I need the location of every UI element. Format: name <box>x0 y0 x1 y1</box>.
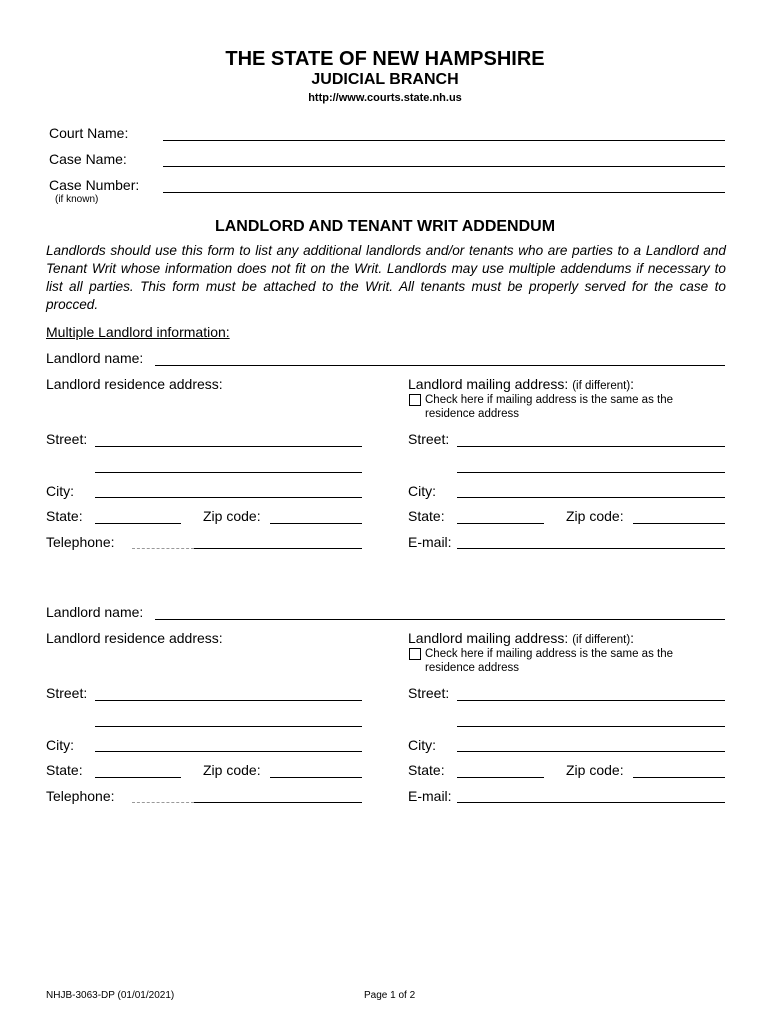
mail-zip-field[interactable] <box>633 761 725 777</box>
case-number-note: (if known) <box>55 194 99 205</box>
mail-state-label: State: <box>408 508 445 524</box>
same-address-label: Check here if mailing address is the same as the residence address <box>425 394 674 420</box>
res-street-field[interactable] <box>95 430 362 446</box>
mail-state-field[interactable] <box>457 507 544 523</box>
mail-state-line <box>457 523 544 524</box>
res-state-line <box>95 777 181 778</box>
landlord-name-field[interactable] <box>155 603 725 619</box>
same-address-checkbox[interactable] <box>409 394 421 406</box>
res-street2-line <box>95 472 362 473</box>
mail-state-line <box>457 777 544 778</box>
form-id: NHJB-3063-DP (01/01/2021) <box>46 990 175 1001</box>
mail-state-label: State: <box>408 762 445 778</box>
case-number-line <box>163 192 725 193</box>
mail-street2-line <box>457 472 725 473</box>
res-city-line <box>95 497 362 498</box>
mail-street-label: Street: <box>408 685 450 701</box>
email-line <box>457 802 725 803</box>
case-number-label: Case Number: <box>49 177 140 193</box>
mailing-address-label <box>408 630 634 646</box>
residence-address-label: Landlord residence address: <box>46 376 223 392</box>
mailing-colon: : <box>630 376 635 392</box>
court-website-link[interactable]: http://www.courts.state.nh.us <box>308 92 462 104</box>
mail-city-label: City: <box>408 483 436 499</box>
court-name-line <box>163 140 725 141</box>
page-number: Page 1 of 2 <box>364 990 416 1001</box>
telephone-field[interactable] <box>132 786 362 802</box>
mailing-colon: : <box>630 630 635 646</box>
case-name-field[interactable] <box>163 150 725 166</box>
mail-zip-line <box>633 523 725 524</box>
res-street-field[interactable] <box>95 684 362 700</box>
court-name-field[interactable] <box>163 124 725 140</box>
mail-street2-line <box>457 726 725 727</box>
res-zip-label: Zip code: <box>203 508 261 524</box>
res-street-line <box>95 700 362 701</box>
res-street2-field[interactable] <box>95 710 362 726</box>
telephone-line <box>194 802 362 803</box>
res-zip-field[interactable] <box>270 761 362 777</box>
state-title: THE STATE OF NEW HAMPSHIRE <box>225 48 545 70</box>
case-name-label: Case Name: <box>49 151 127 167</box>
mail-street2-field[interactable] <box>457 710 725 726</box>
res-city-label: City: <box>46 483 74 499</box>
mail-state-field[interactable] <box>457 761 544 777</box>
telephone-label: Telephone: <box>46 534 115 550</box>
telephone-dash <box>132 802 194 803</box>
court-name-label: Court Name: <box>49 125 129 141</box>
if-different-note: (if different) <box>572 634 631 646</box>
res-street2-line <box>95 726 362 727</box>
mailing-address-label <box>408 376 634 392</box>
same-address-label: Check here if mailing address is the same as the residence address <box>425 648 674 674</box>
landlord-name-line <box>155 619 725 620</box>
res-city-line <box>95 751 362 752</box>
telephone-field[interactable] <box>132 532 362 548</box>
mail-street2-field[interactable] <box>457 456 725 472</box>
telephone-label: Telephone: <box>46 788 115 804</box>
res-state-label: State: <box>46 762 83 778</box>
mail-street-label: Street: <box>408 431 450 447</box>
branch-subtitle: JUDICIAL BRANCH <box>311 71 459 88</box>
case-number-field[interactable] <box>163 176 725 192</box>
res-street-label: Street: <box>46 685 88 701</box>
landlord-name-label: Landlord name: <box>46 350 144 366</box>
email-label: E-mail: <box>408 788 452 804</box>
res-street2-field[interactable] <box>95 456 362 472</box>
mailing-address-text: Landlord mailing address: <box>408 630 569 646</box>
mail-city-field[interactable] <box>457 481 725 497</box>
mail-city-field[interactable] <box>457 735 725 751</box>
mail-street-line <box>457 446 725 447</box>
res-zip-line <box>270 777 362 778</box>
res-city-field[interactable] <box>95 481 362 497</box>
mail-city-label: City: <box>408 737 436 753</box>
res-zip-line <box>270 523 362 524</box>
email-field[interactable] <box>457 786 725 802</box>
telephone-line <box>194 548 362 549</box>
form-instructions: Landlords should use this form to list any additional landlords and/or tenants who are parties to a Landlord and Tenant Writ whose information does not fit on the Writ. Landlords may use multiple addendums if necessary to list all parties. This form must be attached to the Writ. All tenants must be properly served for the case to procced. <box>46 243 726 312</box>
email-field[interactable] <box>457 532 725 548</box>
mail-street-field[interactable] <box>457 684 725 700</box>
mail-street-field[interactable] <box>457 430 725 446</box>
res-state-field[interactable] <box>95 507 181 523</box>
mail-zip-field[interactable] <box>633 507 725 523</box>
email-label: E-mail: <box>408 534 452 550</box>
mail-city-line <box>457 497 725 498</box>
mail-zip-line <box>633 777 725 778</box>
res-city-field[interactable] <box>95 735 362 751</box>
mail-zip-label: Zip code: <box>566 508 624 524</box>
res-street-line <box>95 446 362 447</box>
telephone-dash <box>132 548 194 549</box>
residence-address-label: Landlord residence address: <box>46 630 223 646</box>
mail-city-line <box>457 751 725 752</box>
landlord-name-line <box>155 365 725 366</box>
landlord-name-field[interactable] <box>155 349 725 365</box>
res-zip-field[interactable] <box>270 507 362 523</box>
res-state-label: State: <box>46 508 83 524</box>
res-state-field[interactable] <box>95 761 181 777</box>
section-heading: Multiple Landlord information: <box>46 324 230 340</box>
res-street-label: Street: <box>46 431 88 447</box>
mail-zip-label: Zip code: <box>566 762 624 778</box>
if-different-note: (if different) <box>572 380 631 392</box>
landlord-name-label: Landlord name: <box>46 604 144 620</box>
mail-street-line <box>457 700 725 701</box>
res-city-label: City: <box>46 737 74 753</box>
case-name-line <box>163 166 725 167</box>
email-line <box>457 548 725 549</box>
form-title: LANDLORD AND TENANT WRIT ADDENDUM <box>214 218 556 235</box>
res-zip-label: Zip code: <box>203 762 261 778</box>
res-state-line <box>95 523 181 524</box>
same-address-checkbox[interactable] <box>409 648 421 660</box>
mailing-address-text: Landlord mailing address: <box>408 376 569 392</box>
